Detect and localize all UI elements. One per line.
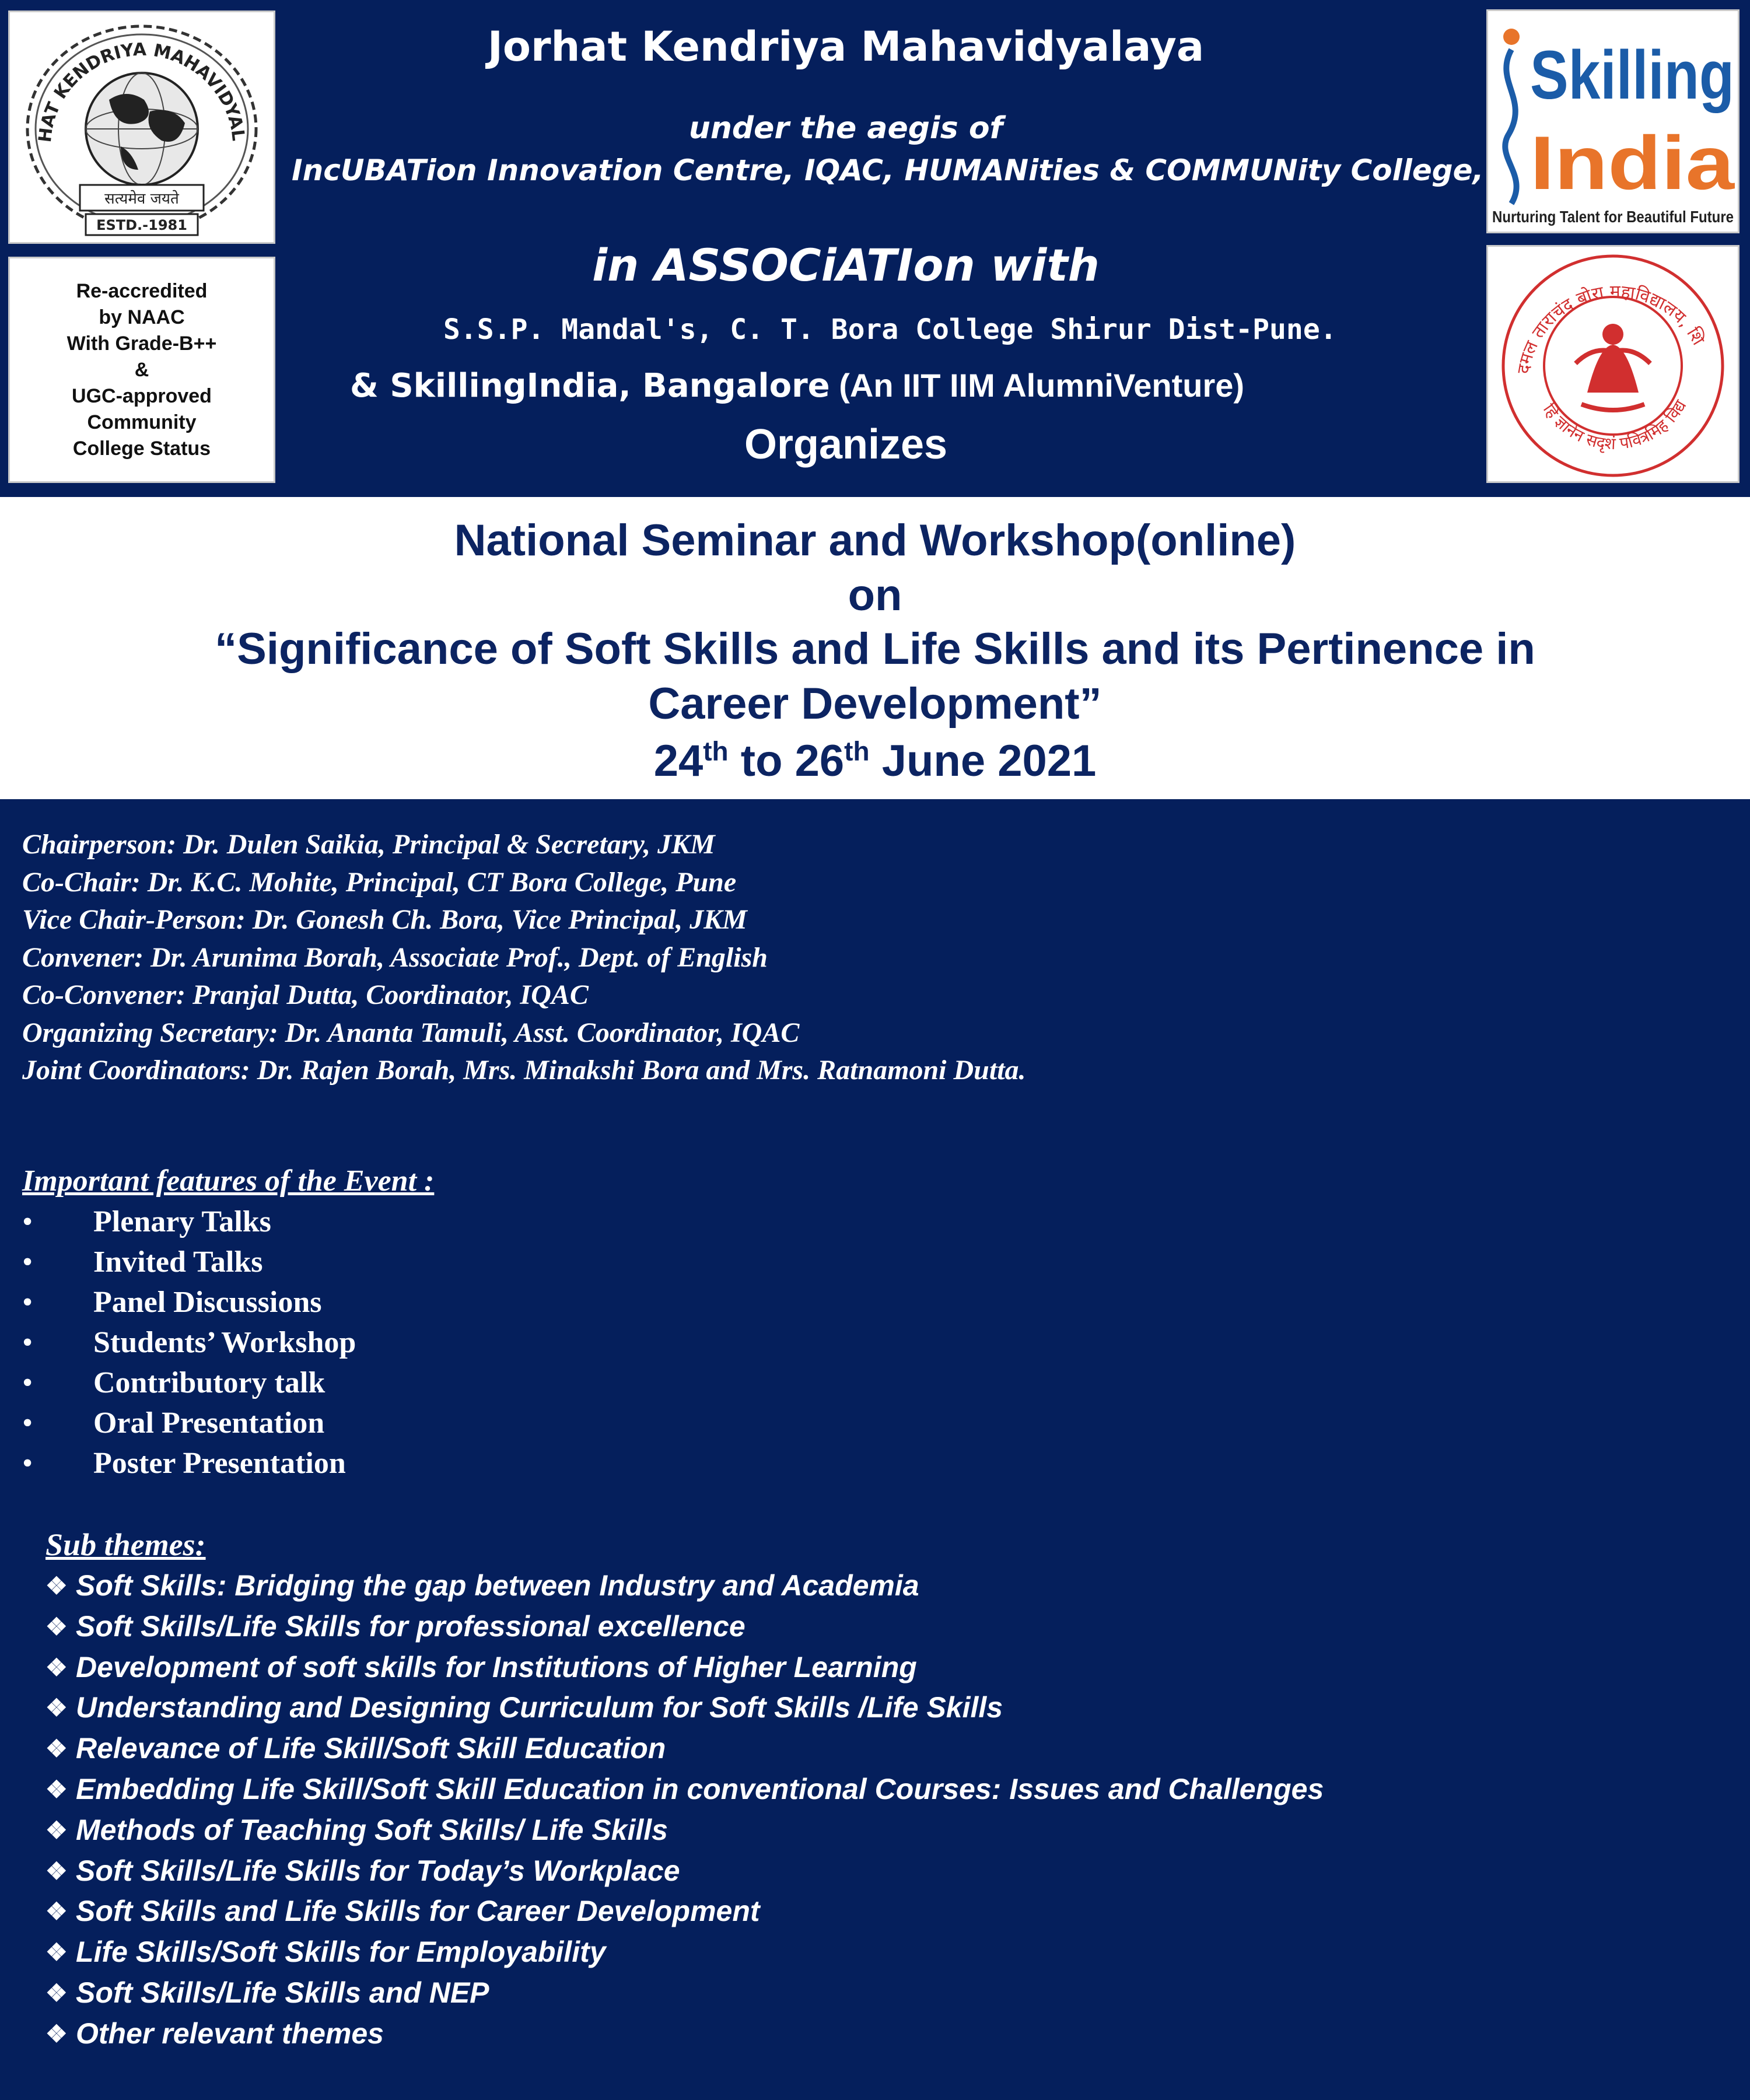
bullet-icon: • (22, 1406, 33, 1440)
bullet-icon: • (22, 1205, 33, 1238)
theme-label: Other relevant themes (76, 2017, 384, 2050)
ct-bora-seal-arc: दमल ताराचंद बोरा महाविद्यालय, शि (1513, 281, 1709, 376)
theme-label: Understanding and Designing Curriculum for Soft Skills /Life Skills (76, 1691, 1003, 1724)
theme-label: Soft Skills and Life Skills for Career Development (76, 1895, 760, 1928)
seminar-on: on (848, 570, 902, 620)
naac-line: College Status (72, 437, 211, 460)
skilling-word: Skilling (1530, 37, 1734, 114)
list-item (46, 1566, 1324, 1606)
list-item (22, 1282, 434, 1322)
partner-skilling-india (350, 359, 1244, 412)
partner-skilling-note: (An IIT IIM AlumniVenture) (839, 367, 1245, 404)
jkm-arc-text: HAT KENDRIYA MAHAVIDYAL (34, 39, 249, 144)
naac-line: Community (87, 411, 197, 433)
college-name: Jorhat Kendriya Mahavidyalaya (487, 23, 1205, 71)
feature-label: Contributory talk (93, 1366, 326, 1399)
naac-accreditation-box (8, 257, 275, 483)
sub-themes (46, 1524, 1324, 2054)
list-item (46, 2014, 1324, 2054)
date-to: to 26 (740, 736, 845, 786)
diamond-bullet-icon: ❖ (46, 1612, 68, 1640)
feature-label: Plenary Talks (93, 1205, 271, 1238)
theme-label: Embedding Life Skill/Soft Skill Education in conventional Courses: Issues and Challenges (76, 1772, 1324, 1805)
aegis-line: under the aegis of (688, 111, 1003, 146)
committee-member: Joint Coordinators: Dr. Rajen Borah, Mrs. Minakshi Bora and Mrs. Ratnamoni Dutta. (22, 1055, 1026, 1086)
sub-themes-heading: Sub themes: (46, 1527, 206, 1562)
committee-member: Organizing Secretary: Dr. Ananta Tamuli, Asst. Coordinator, IQAC (22, 1017, 800, 1048)
diamond-bullet-icon: ❖ (46, 1898, 68, 1926)
diamond-bullet-icon: ❖ (46, 1938, 68, 1966)
theme-label: Methods of Teaching Soft Skills/ Life Skills (76, 1813, 668, 1846)
feature-label: Poster Presentation (93, 1447, 346, 1480)
committee-member: Chairperson: Dr. Dulen Saikia, Principal & Secretary, JKM (22, 829, 715, 860)
event-features (22, 1161, 434, 1483)
bullet-icon: • (22, 1326, 33, 1359)
diamond-bullet-icon: ❖ (46, 1857, 68, 1885)
diamond-bullet-icon: ❖ (46, 1694, 68, 1722)
list-item (22, 1403, 434, 1443)
naac-line: by NAAC (99, 306, 185, 328)
list-item (22, 1443, 434, 1483)
committee-member: Co-Convener: Pranjal Dutta, Coordinator, IQAC (22, 979, 589, 1010)
skilling-india-emblem-icon (1488, 11, 1738, 232)
list-item (22, 1242, 434, 1282)
list-item (46, 1688, 1324, 1728)
list-item (22, 1363, 434, 1403)
jkm-emblem-icon (10, 12, 274, 242)
diamond-bullet-icon: ❖ (46, 1816, 68, 1844)
committee-member: Co-Chair: Dr. K.C. Mohite, Principal, CT Bora College, Pune (22, 866, 737, 898)
diamond-bullet-icon: ❖ (46, 1979, 68, 2007)
features-heading: Important features of the Event : (22, 1164, 435, 1198)
list-item (22, 1202, 434, 1242)
diamond-bullet-icon: ❖ (46, 1735, 68, 1763)
feature-label: Students’ Workshop (93, 1326, 356, 1359)
date-start-day: 24 (653, 736, 704, 786)
bullet-icon: • (22, 1245, 33, 1279)
theme-label: Soft Skills/Life Skills and NEP (76, 1976, 489, 2009)
naac-line: & (134, 358, 149, 381)
diamond-bullet-icon: ❖ (46, 1572, 68, 1600)
theme-label: Soft Skills/Life Skills for professional excellence (76, 1609, 746, 1643)
naac-line: With Grade-B++ (66, 332, 217, 355)
list-item (46, 1851, 1324, 1892)
feature-label: Oral Presentation (93, 1406, 325, 1440)
theme-label: Soft Skills: Bridging the gap between Industry and Academia (76, 1569, 919, 1602)
feature-label: Invited Talks (93, 1245, 263, 1279)
title-band (0, 497, 1750, 799)
theme-label: Life Skills/Soft Skills for Employability (76, 1936, 606, 1969)
list-item (22, 1322, 434, 1363)
association-line: in ASSOCiATIon with (592, 239, 1100, 291)
list-item (46, 1932, 1324, 1973)
organizing-committee (22, 826, 1026, 1090)
ct-bora-seal-icon (1488, 247, 1738, 481)
naac-line: UGC-approved (72, 384, 212, 407)
list-item (46, 1728, 1324, 1769)
list-item (46, 1810, 1324, 1851)
date-month-year: June 2021 (881, 736, 1097, 786)
bullet-icon: • (22, 1447, 33, 1480)
seminar-theme-line1: “Significance of Soft Skills and Life Skills and its Pertinence in (215, 624, 1535, 674)
list-item (46, 1891, 1324, 1932)
feature-label: Panel Discussions (93, 1286, 322, 1319)
list-item (46, 1973, 1324, 2014)
diamond-bullet-icon: ❖ (46, 2020, 68, 2048)
bullet-icon: • (22, 1286, 33, 1319)
organizing-centres: IncUBATion Innovation Centre, IQAC, HUMANities & COMMUNity College, (292, 153, 1484, 187)
jkm-logo (8, 10, 275, 244)
theme-label: Soft Skills/Life Skills for Today’s Workplace (76, 1854, 680, 1887)
seminar-dates (0, 734, 1750, 789)
partner-college: S.S.P. Mandal's, C. T. Bora College Shirur Dist-Pune. (443, 313, 1337, 346)
bullet-icon: • (22, 1366, 33, 1399)
theme-label: Development of soft skills for Institutions of Higher Learning (76, 1650, 917, 1684)
committee-member: Vice Chair-Person: Dr. Gonesh Ch. Bora, Vice Principal, JKM (22, 904, 747, 935)
theme-label: Relevance of Life Skill/Soft Skill Education (76, 1732, 666, 1765)
date-end-suffix: th (844, 736, 870, 766)
skilling-tagline: Nurturing Talent for Beautiful Future (1492, 208, 1734, 226)
list-item (46, 1769, 1324, 1810)
date-start-suffix: th (703, 736, 729, 766)
diamond-bullet-icon: ❖ (46, 1775, 68, 1803)
list-item (46, 1647, 1324, 1688)
jkm-motto: सत्यमेव जयते (104, 190, 179, 208)
jkm-estd: ESTD.-1981 (96, 217, 187, 233)
skilling-india-logo (1486, 9, 1740, 233)
seminar-title: National Seminar and Workshop(online) (454, 516, 1296, 565)
committee-member: Convener: Dr. Arunima Borah, Associate Prof., Dept. of English (22, 942, 768, 973)
partner-skilling-name: & SkillingIndia, Bangalore (350, 367, 830, 405)
diamond-bullet-icon: ❖ (46, 1653, 68, 1681)
india-word: India (1530, 120, 1735, 205)
ct-bora-seal-motto: हि ज्ञानेन सदृशं पवित्रमिह विद्य (1539, 396, 1690, 454)
naac-line: Re-accredited (76, 279, 208, 302)
seminar-theme-line2: Career Development” (648, 679, 1102, 729)
organizes-label: Organizes (744, 421, 948, 468)
ct-bora-college-seal (1486, 245, 1740, 483)
list-item (46, 1606, 1324, 1647)
